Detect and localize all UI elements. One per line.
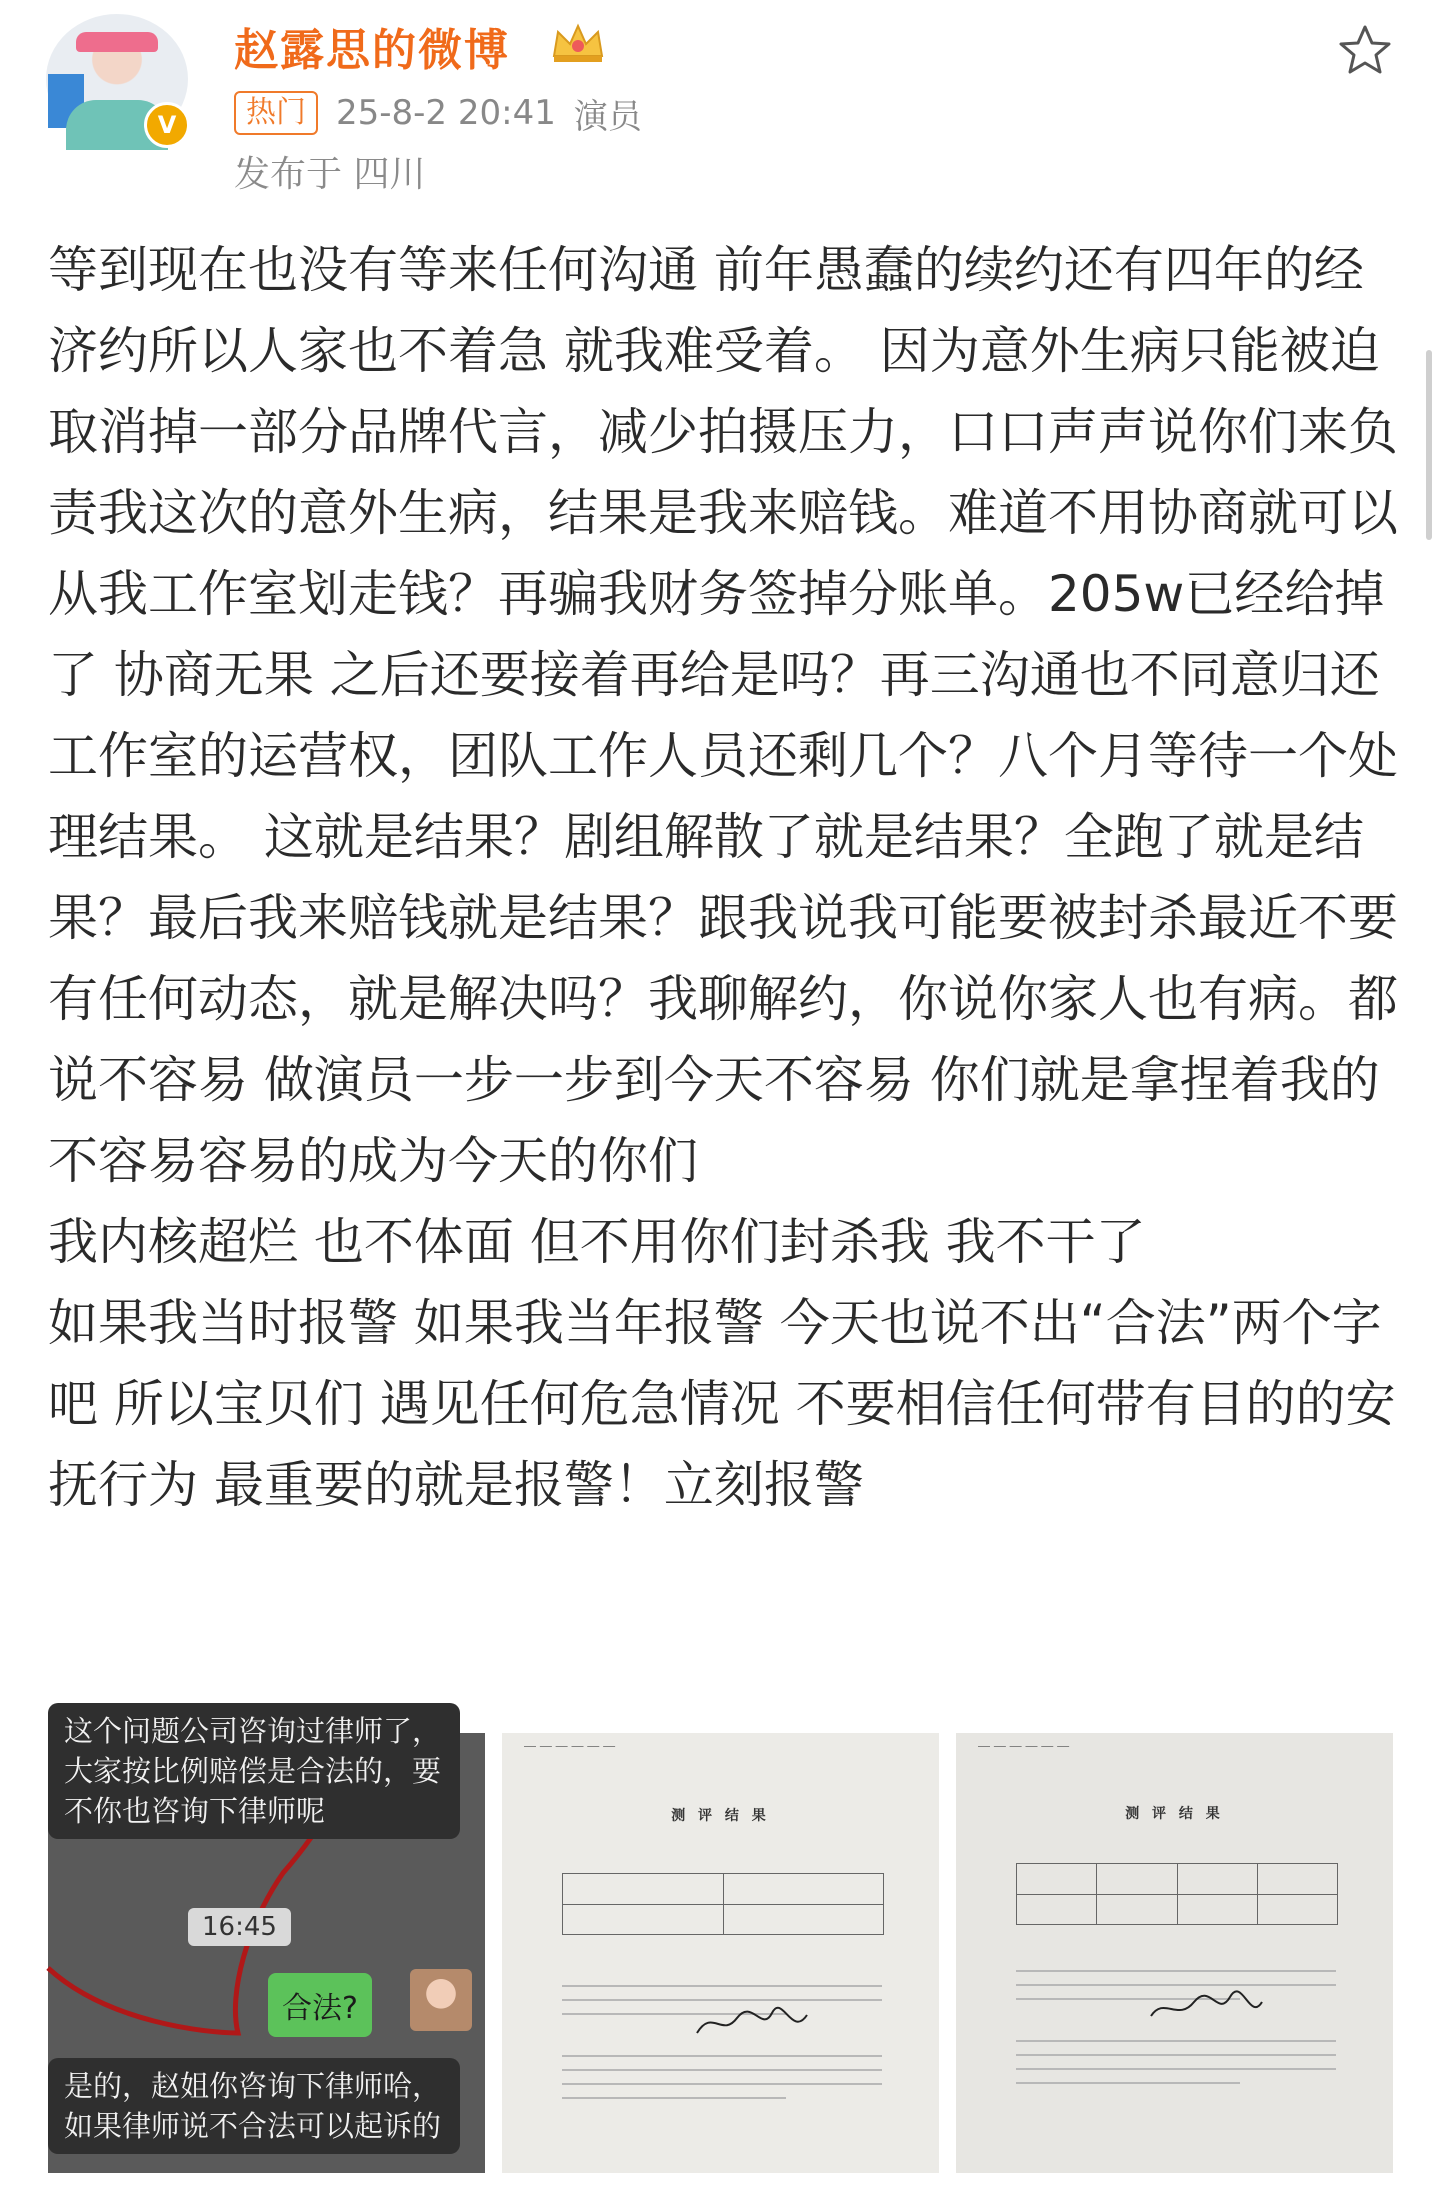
evaluation-doc-image-1[interactable] xyxy=(502,1733,939,2173)
chat-screenshot-image[interactable] xyxy=(48,1714,485,2173)
avatar-visor xyxy=(76,32,158,52)
post-datetime: 25-8-2 20:41 xyxy=(336,93,556,133)
chat-time: 16:45 xyxy=(188,1908,291,1946)
doc-title: 测 评 结 果 xyxy=(671,1808,770,1824)
signature-scribble xyxy=(692,2003,812,2043)
doc-table xyxy=(562,1873,884,1935)
signature-scribble xyxy=(1146,1988,1266,2028)
post-location: 发布于 四川 xyxy=(234,154,426,195)
chat-bubble-top: 这个问题公司咨询过律师了，大家按比例赔偿是合法的，要不你也咨询下律师呢 xyxy=(48,1703,460,1839)
doc-table xyxy=(1016,1863,1338,1925)
post-meta xyxy=(234,90,642,136)
hot-tag[interactable]: 热门 xyxy=(234,91,318,135)
post-header xyxy=(0,0,1439,210)
doc-header-scribble: ― ― ― ― ― ― xyxy=(524,1739,616,1753)
chat-reply-bubble: 合法? xyxy=(268,1973,372,2037)
username[interactable]: 赵露思的微博 xyxy=(234,25,510,76)
star-icon[interactable] xyxy=(1336,22,1394,80)
chat-bubble-bottom: 是的，赵姐你咨询下律师哈，如果律师说不合法可以起诉的 xyxy=(48,2058,460,2154)
verified-v-icon: V xyxy=(144,102,190,148)
post-text: 等到现在也没有等来任何沟通 前年愚蠢的续约还有四年的经济约所以人家也不着急 就我难受着。 因为意外生病只能被迫取消掉一部分品牌代言，减少拍摄压力，口口声声说你们来负责我这次的意外生病，结果是我来赔钱。难道不用协商就可以从我工作室划走钱？再骗我财务签掉分账单。205w已经给掉了 协商无果 之后还要接着再给是吗？再三沟通也不同意归还工作室的运营权，团队工作人员还剩几个？八个月等待一个处理结果。 这就是结果？剧组解散了就是结果？全跑了就是结果？最后我来赔钱就是结果？跟我说我可能要被封杀最近不要有任何动态，就是解决吗？我聊解约，你说你家人也有病。都说不容易 做演员一步一步到今天不容易 你们就是拿捏着我的不容易容易的成为今天的你们 我内核超烂 也不体面 但不用你们封杀我 我不干了 如果我当时报警 如果我当年报警 今天也说不出“合法”两个字吧 所以宝贝们 遇见任何危急情况 不要相信任何带有目的的安抚行为 最重要的就是报警！立刻报警 xyxy=(48,241,1398,1514)
image-grid xyxy=(48,1714,1394,2173)
scrollbar[interactable] xyxy=(1426,350,1432,540)
evaluation-doc-image-2[interactable] xyxy=(956,1733,1393,2173)
doc-title: 测 评 结 果 xyxy=(1125,1806,1224,1822)
doc-header-scribble: ― ― ― ― ― ― xyxy=(978,1739,1070,1753)
user-role: 演员 xyxy=(573,96,642,137)
chat-avatar xyxy=(410,1969,472,2031)
crown-badge-icon xyxy=(548,18,608,66)
